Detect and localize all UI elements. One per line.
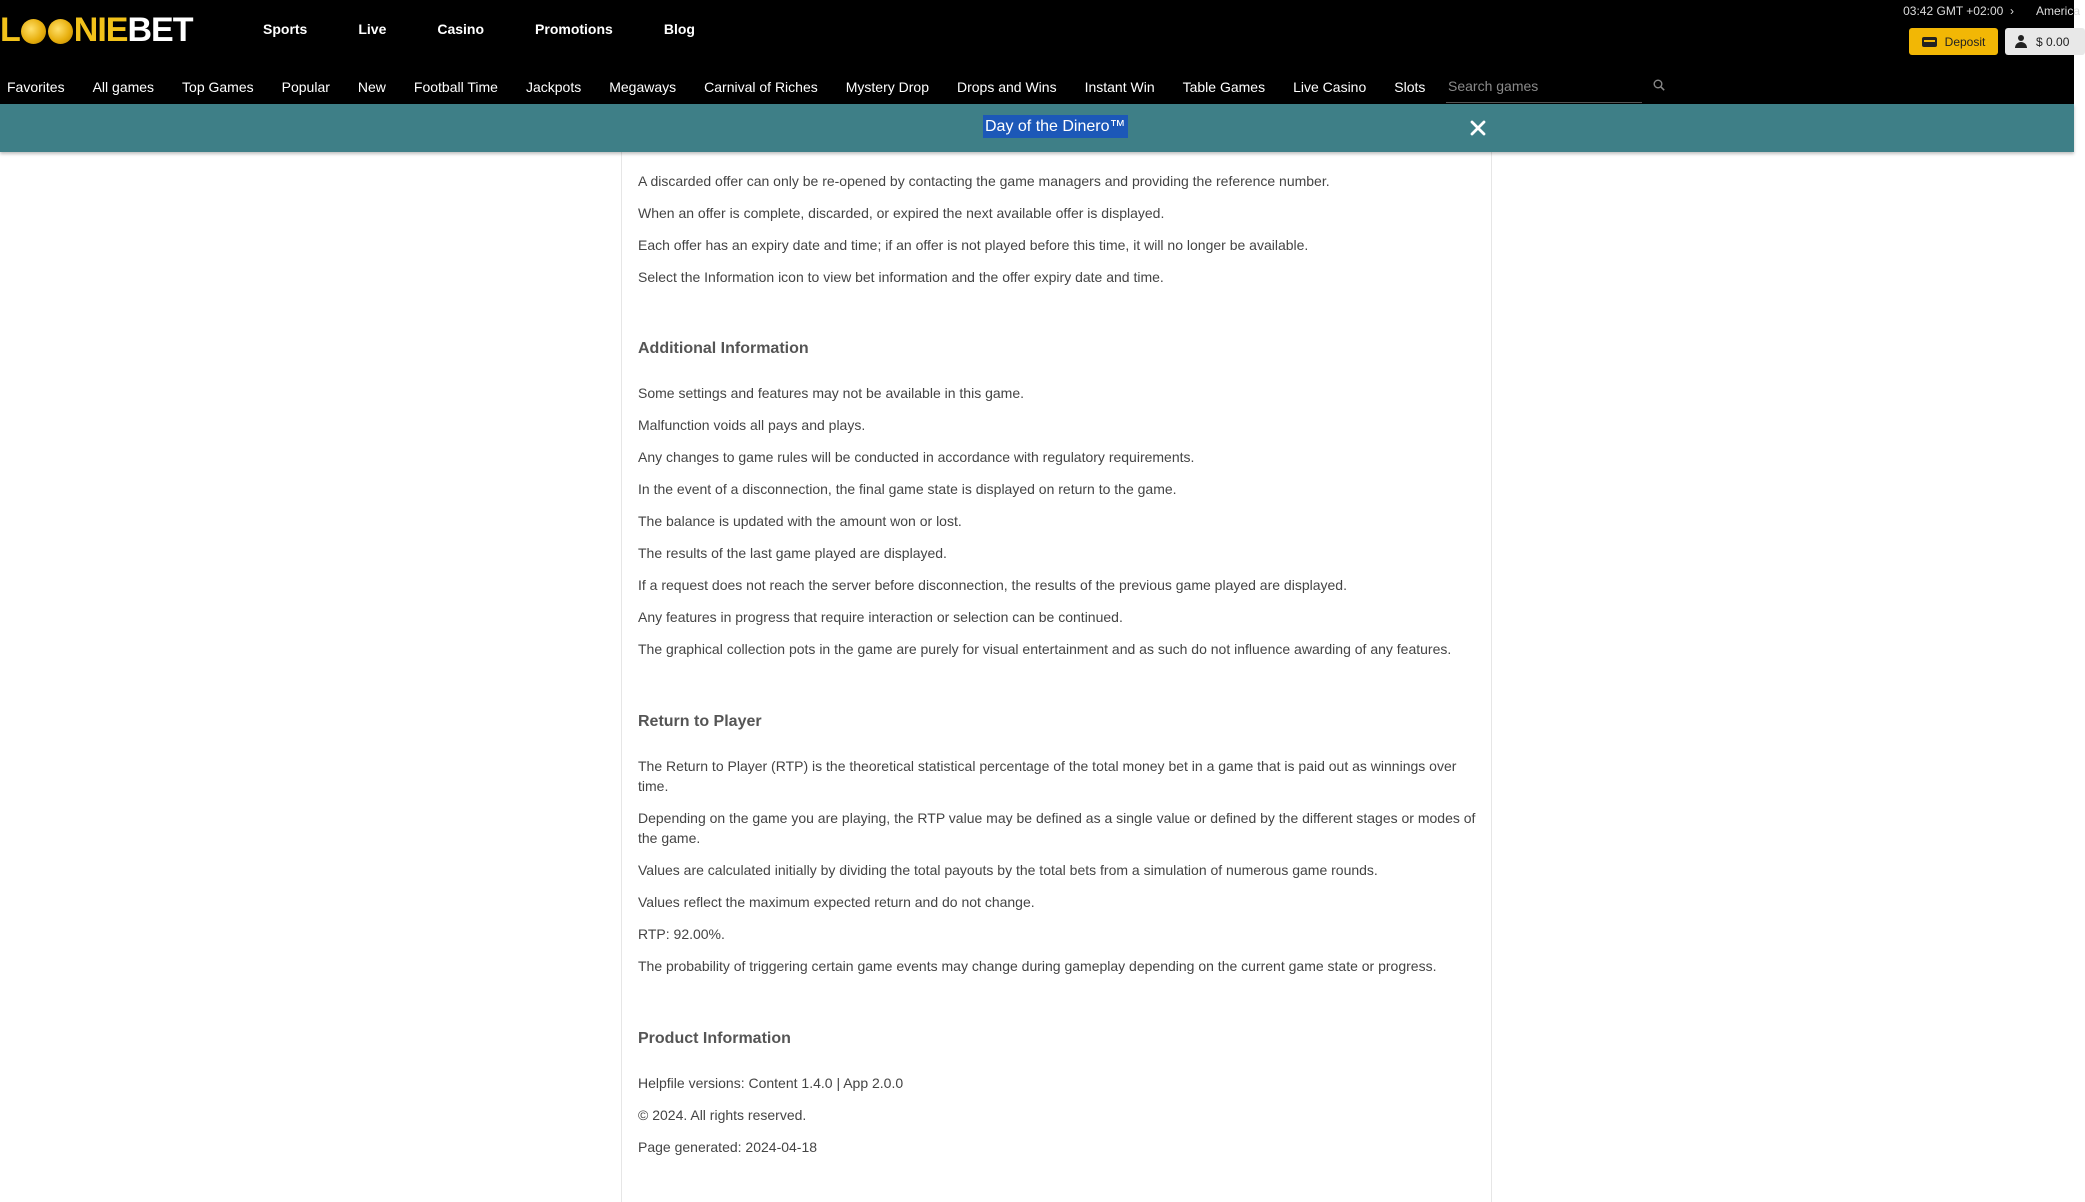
return-to-player-heading: Return to Player [638,713,762,730]
deposit-button[interactable] [1909,28,1998,55]
game-title-bar [0,104,2074,152]
nav-live[interactable]: Live [358,21,387,37]
rtp-value: RTP: 92.00%. [638,926,725,942]
category-favorites[interactable]: Favorites [7,79,65,95]
deposit-label: Deposit [1944,34,1986,49]
search-input[interactable] [1446,70,1646,101]
additional-text: In the event of a disconnection, the final game state is displayed on return to the game. [638,481,1177,497]
category-popular[interactable]: Popular [281,79,330,95]
clock-text: 03:42 GMT +02:00 [1903,4,2004,18]
category-drops-and-wins[interactable]: Drops and Wins [956,79,1057,95]
rtp-text: Depending on the game you are playing, the RTP value may be defined as a single value or defined by the different stages or modes of the game. [638,810,1476,846]
page-generated-date: Page generated: 2024-04-18 [638,1139,818,1155]
additional-text: The balance is updated with the amount won or lost. [638,513,962,529]
category-all-games[interactable]: All games [92,79,155,95]
rtp-text: Values reflect the maximum expected return and do not change. [638,894,1035,910]
category-list [0,79,1453,95]
category-instant-win[interactable]: Instant Win [1084,79,1155,95]
rtp-text: Values are calculated initially by dividing the total payouts by the total bets from a simulation of numerous game rounds. [638,862,1378,878]
region-selector[interactable]: America [2036,4,2081,18]
copyright-text: © 2024. All rights reserved. [638,1107,807,1123]
logo-letters-nie: NIE [73,10,128,49]
nav-sports[interactable]: Sports [263,21,308,37]
offer-text: A discarded offer can only be re-opened by contacting the game managers and providing the reference number. [638,173,1330,189]
offer-text: Each offer has an expiry date and time; if an offer is not played before this time, it will no longer be available. [638,237,1309,253]
logo-coin-icon [21,19,46,44]
category-top-games[interactable]: Top Games [182,79,254,95]
category-megaways[interactable]: Megaways [609,79,677,95]
category-mystery-drop[interactable]: Mystery Drop [845,79,929,95]
helpfile-versions: Helpfile versions: Content 1.4.0 | App 2.0.0 [638,1075,904,1091]
category-slots[interactable]: Slots [1394,79,1426,95]
account-balance-button[interactable] [2005,28,2085,55]
chevron-right-icon: › [2006,4,2014,18]
additional-text: Any changes to game rules will be conducted in accordance with regulatory requirements. [638,449,1195,465]
nav-promotions[interactable]: Promotions [535,21,613,37]
offer-text: Select the Information icon to view bet information and the offer expiry date and time. [638,269,1164,285]
offer-text: When an offer is complete, discarded, or expired the next available offer is displayed. [638,205,1165,221]
logo-letter-l: L [0,10,20,49]
logo-coin-icon [48,19,73,44]
game-title: Day of the Dinero™ [983,115,1128,138]
category-live-casino[interactable]: Live Casino [1293,79,1367,95]
game-category-bar [0,70,2074,104]
additional-text: Malfunction voids all pays and plays. [638,417,866,433]
user-icon [2015,35,2027,48]
search-icon[interactable] [1653,79,1665,91]
nav-blog[interactable]: Blog [663,21,695,37]
additional-text: Some settings and features may not be available in this game. [638,385,1024,401]
category-table-games[interactable]: Table Games [1182,79,1266,95]
balance-amount: $ 0.00 [2036,34,2070,49]
category-new[interactable]: New [357,79,386,95]
wallet-icon [1922,37,1937,47]
search-box [1446,70,1642,103]
additional-text: Any features in progress that require interaction or selection can be continued. [638,609,1123,625]
nav-casino[interactable]: Casino [437,21,485,37]
game-help-panel[interactable] [621,152,1492,1202]
additional-text: If a request does not reach the server before disconnection, the results of the previous game played are displayed. [638,577,1347,593]
rtp-text: The Return to Player (RTP) is the theoretical statistical percentage of the total money bet in a game that is paid out as winnings over time. [638,758,1457,794]
additional-text: The results of the last game played are displayed. [638,545,947,561]
category-football-time[interactable]: Football Time [413,79,498,95]
rtp-text: The probability of triggering certain game events may change during gameplay depending on the current game state or progress. [638,958,1437,974]
category-jackpots[interactable]: Jackpots [525,79,582,95]
looniebet-logo[interactable] [0,9,192,51]
logo-letters-bet: BET [127,10,193,49]
additional-information-heading: Additional Information [638,340,809,357]
additional-text: The graphical collection pots in the game are purely for visual entertainment and as such do not influence awarding of any features. [638,641,1452,657]
category-carnival-of-riches[interactable]: Carnival of Riches [704,79,818,95]
clock-display[interactable] [1903,4,2014,18]
main-nav [263,0,746,58]
close-icon[interactable] [1466,116,1490,140]
product-information-heading: Product Information [638,1030,791,1047]
top-header [0,0,2081,70]
